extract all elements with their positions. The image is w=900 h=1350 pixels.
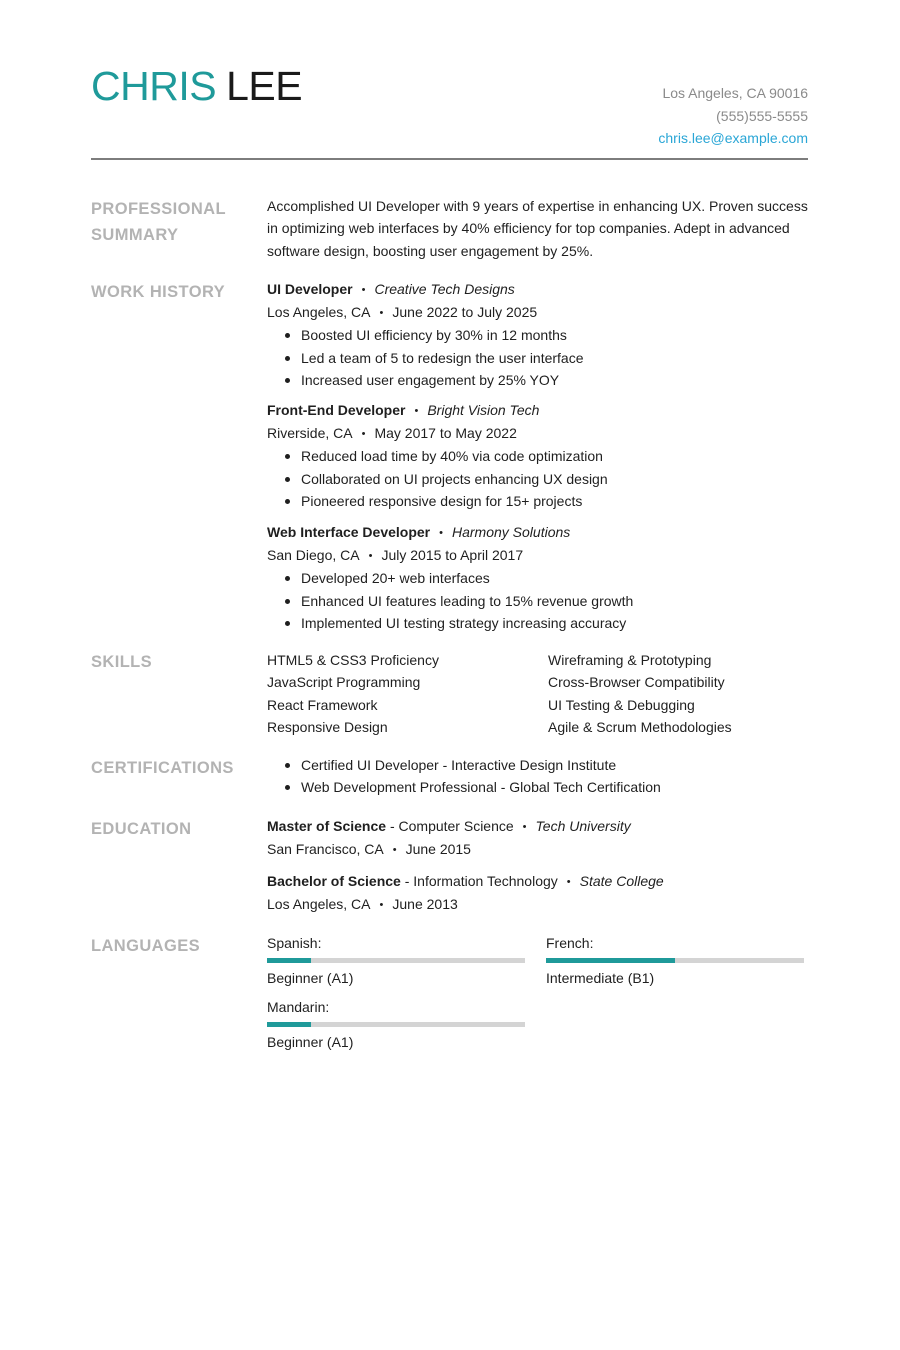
job-bullet: Led a team of 5 to redesign the user interface: [267, 347, 812, 369]
job-bullet: Increased user engagement by 25% YOY: [267, 369, 812, 391]
bullet-separator: •: [439, 527, 443, 539]
skill-item: Cross-Browser Compatibility: [548, 674, 725, 691]
job-meta: [267, 544, 812, 567]
summary-text: Accomplished UI Developer with 9 years of expertise in enhancing UX. Proven success in optimizing web interfaces by 40% efficiency for top companies. Adept in advanced software design, boosting user engagement by 25%.: [267, 198, 808, 259]
field-of-study: - Computer Science: [386, 818, 514, 834]
job-bullet: Boosted UI efficiency by 30% in 12 months: [267, 324, 812, 346]
section-title-education: EDUCATION: [91, 820, 192, 838]
skill-item: UI Testing & Debugging: [548, 696, 695, 713]
bullet-separator: •: [379, 899, 384, 912]
job-title: UI Developer: [267, 281, 353, 297]
job-bullets: [267, 445, 812, 512]
education-date: June 2013: [392, 896, 458, 913]
job-dates: June 2022 to July 2025: [392, 304, 538, 321]
field-of-study: - Information Technology: [400, 873, 558, 889]
language-level: Beginner (A1): [267, 970, 354, 986]
job-bullet: Developed 20+ web interfaces: [267, 567, 812, 589]
company-name: Harmony Solutions: [452, 524, 571, 540]
proficiency-bar: [267, 958, 525, 963]
education-header: [267, 815, 812, 838]
language-entry: [267, 997, 525, 1052]
skill-item: Responsive Design: [267, 718, 388, 735]
education-meta: [267, 893, 812, 916]
job-bullet: Enhanced UI features leading to 15% revenue growth: [267, 590, 812, 612]
last-name: LEE: [226, 63, 303, 109]
skill-item: React Framework: [267, 696, 378, 713]
language-name: Mandarin:: [267, 999, 330, 1015]
skill-item: JavaScript Programming: [267, 674, 421, 691]
certification-item: Certified UI Developer - Interactive Design Institute: [267, 754, 812, 776]
job-header: [267, 278, 812, 301]
bullet-separator: •: [361, 284, 366, 296]
certification-item: Web Development Professional - Global Tech Certification: [267, 776, 812, 798]
degree: Bachelor of Science: [267, 873, 401, 889]
proficiency-bar-fill: [267, 958, 311, 963]
job-header: [267, 521, 812, 544]
job-dates: May 2017 to May 2022: [374, 425, 517, 442]
candidate-name: [91, 62, 302, 110]
job-title: Web Interface Developer: [267, 524, 431, 540]
job-bullet: Collaborated on UI projects enhancing UX design: [267, 468, 812, 490]
bullet-separator: •: [361, 428, 366, 441]
company-name: Creative Tech Designs: [374, 281, 515, 297]
proficiency-bar-fill: [546, 958, 675, 963]
bullet-separator: •: [379, 307, 384, 320]
job-bullet: Implemented UI testing strategy increasing accuracy: [267, 612, 812, 634]
job-location: Los Angeles, CA: [267, 304, 371, 321]
job-location: Riverside, CA: [267, 425, 353, 442]
language-level: Beginner (A1): [267, 1034, 354, 1050]
skills-column-right: [548, 649, 818, 738]
job-meta: [267, 301, 812, 324]
degree: Master of Science: [267, 818, 387, 834]
language-entry: [267, 933, 525, 988]
education-location: San Francisco, CA: [267, 841, 384, 858]
proficiency-bar: [267, 1022, 525, 1027]
education-date: June 2015: [405, 841, 471, 858]
language-name: Spanish:: [267, 935, 322, 951]
header-divider: [91, 158, 808, 160]
bullet-separator: •: [522, 821, 527, 833]
skill-item: Wireframing & Prototyping: [548, 652, 712, 668]
job-title: Front-End Developer: [267, 402, 406, 418]
language-name: French:: [546, 935, 594, 951]
bullet-separator: •: [392, 844, 397, 857]
school-name: State College: [579, 873, 664, 889]
job-entry: [267, 278, 812, 391]
bullet-separator: •: [368, 550, 373, 563]
job-entry: [267, 521, 812, 634]
school-name: Tech University: [535, 818, 631, 834]
section-title-summary: PROFESSIONAL SUMMARY: [91, 200, 226, 244]
first-name: CHRIS: [91, 63, 217, 109]
job-bullet: Pioneered responsive design for 15+ projects: [267, 490, 812, 512]
skills-column-left: [267, 649, 537, 738]
contact-info: [658, 82, 808, 150]
section-title-skills: SKILLS: [91, 653, 153, 671]
education-header: [267, 870, 812, 893]
phone: (555)555-5555: [716, 107, 808, 124]
section-title-work-history: WORK HISTORY: [91, 283, 226, 301]
resume-header: [91, 62, 808, 152]
education-entry: [267, 870, 812, 916]
job-location: San Diego, CA: [267, 547, 360, 564]
certifications-list: [267, 754, 812, 799]
education-meta: [267, 838, 812, 861]
section-title-languages: LANGUAGES: [91, 937, 201, 955]
address: Los Angeles, CA 90016: [662, 85, 808, 101]
job-bullet: Reduced load time by 40% via code optimization: [267, 445, 812, 467]
bullet-separator: •: [414, 405, 419, 417]
education-entry: [267, 815, 812, 861]
job-entry: [267, 399, 812, 512]
language-level: Intermediate (B1): [546, 970, 655, 986]
job-bullets: [267, 567, 812, 634]
job-dates: July 2015 to April 2017: [381, 547, 524, 564]
company-name: Bright Vision Tech: [427, 402, 540, 418]
language-entry: [546, 933, 804, 988]
proficiency-bar-fill: [267, 1022, 311, 1027]
section-title-certifications: CERTIFICATIONS: [91, 759, 234, 777]
skill-item: Agile & Scrum Methodologies: [548, 718, 732, 735]
skill-item: HTML5 & CSS3 Proficiency: [267, 652, 439, 668]
job-meta: [267, 422, 812, 445]
proficiency-bar: [546, 958, 804, 963]
education-location: Los Angeles, CA: [267, 896, 371, 913]
job-header: [267, 399, 812, 422]
job-bullets: [267, 324, 812, 391]
bullet-separator: •: [566, 876, 571, 888]
email-link[interactable]: chris.lee@example.com: [658, 130, 808, 146]
